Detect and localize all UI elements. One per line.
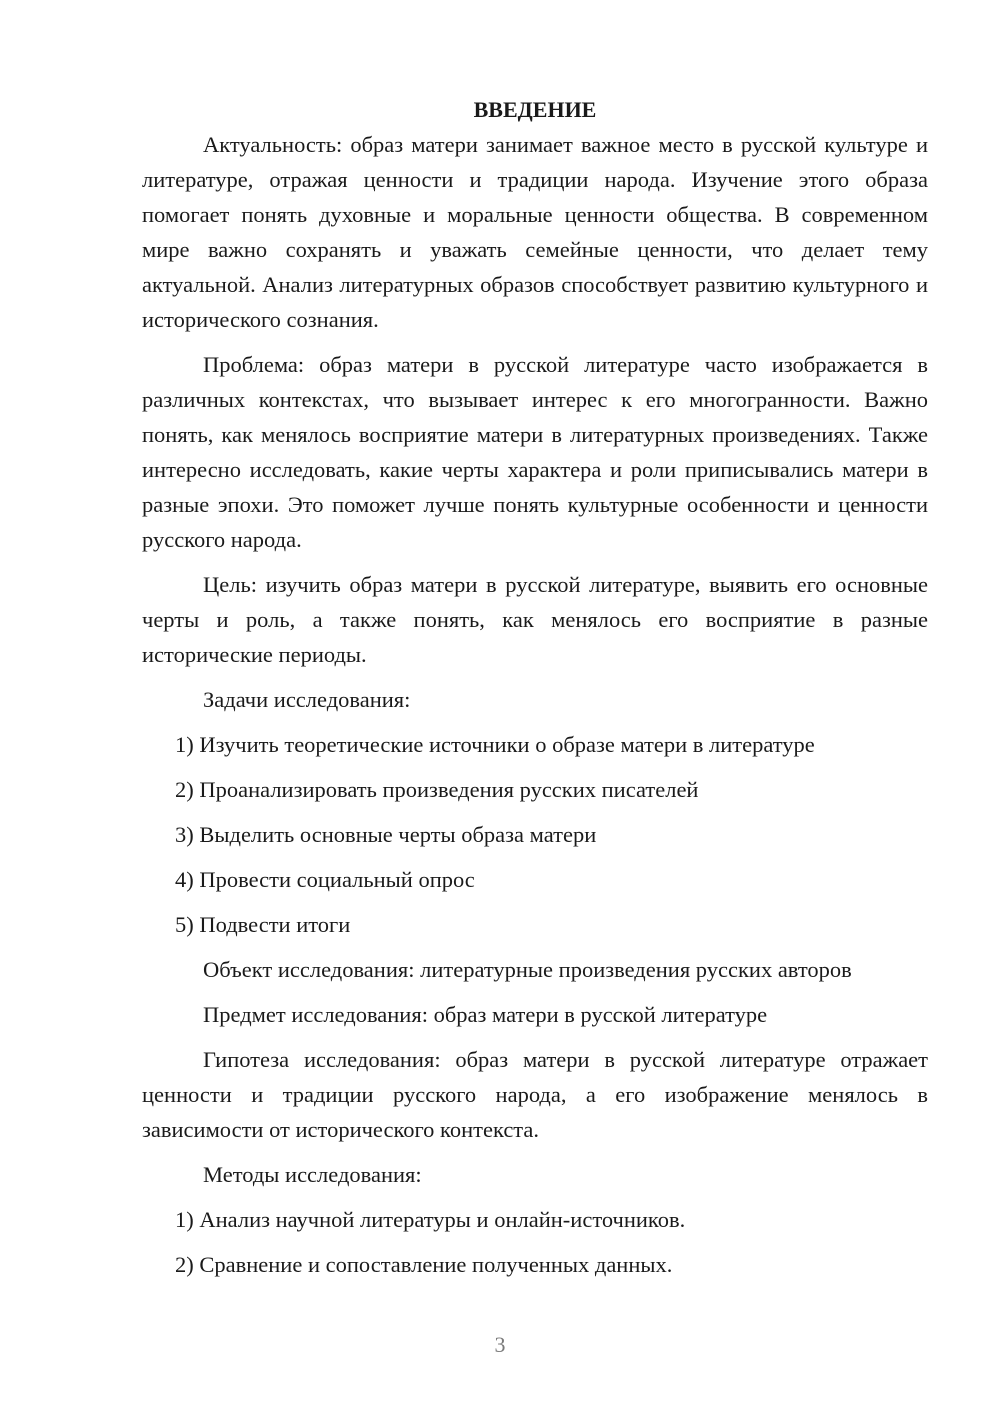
relevance-paragraph: Актуальность: образ матери занимает важное место в русской культуре и литературе, отражая ценности и традиции народа. Изучение этого образа помогает понять духовные и моральные ценности общества. В современном мире важно сохранять и уважать семейные ценности, что делает тему актуальной. Анализ литературных образов способствует развитию культурного и исторического сознания.: [142, 132, 928, 332]
page-number: 3: [494, 1332, 506, 1357]
document-page: [142, 92, 928, 1292]
method-item-1: 1) Анализ научной литературы и онлайн-источников.: [175, 1207, 686, 1232]
task-item-5: 5) Подвести итоги: [175, 912, 351, 937]
task-item-3: 3) Выделить основные черты образа матери: [175, 822, 597, 847]
method-item-2: 2) Сравнение и сопоставление полученных данных.: [175, 1252, 673, 1277]
task-item-1: 1) Изучить теоретические источники о образе матери в литературе: [175, 732, 815, 757]
object-line: Объект исследования: литературные произведения русских авторов: [203, 957, 852, 982]
problem-paragraph: Проблема: образ матери в русской литературе часто изображается в различных контекстах, что вызывает интерес к его многогранности. Важно понять, как менялось восприятие матери в литературных произведениях. Также интересно исследовать, какие черты характера и роли приписывались матери в разные эпохи. Это поможет лучше понять культурные особенности и ценности русского народа.: [142, 352, 928, 552]
methods-heading: Методы исследования:: [203, 1162, 422, 1187]
hypothesis-paragraph: Гипотеза исследования: образ матери в русской литературе отражает ценности и традиции русского народа, а его изображение менялось в зависимости от исторического контекста.: [142, 1047, 928, 1142]
subject-line: Предмет исследования: образ матери в русской литературе: [203, 1002, 768, 1027]
goal-paragraph: Цель: изучить образ матери в русской литературе, выявить его основные черты и роль, а также понять, как менялось его восприятие в разные исторические периоды.: [142, 572, 928, 667]
tasks-heading: Задачи исследования:: [203, 687, 411, 712]
task-item-2: 2) Проанализировать произведения русских писателей: [175, 777, 699, 802]
task-item-4: 4) Провести социальный опрос: [175, 867, 475, 892]
page-title: ВВЕДЕНИЕ: [473, 97, 597, 122]
